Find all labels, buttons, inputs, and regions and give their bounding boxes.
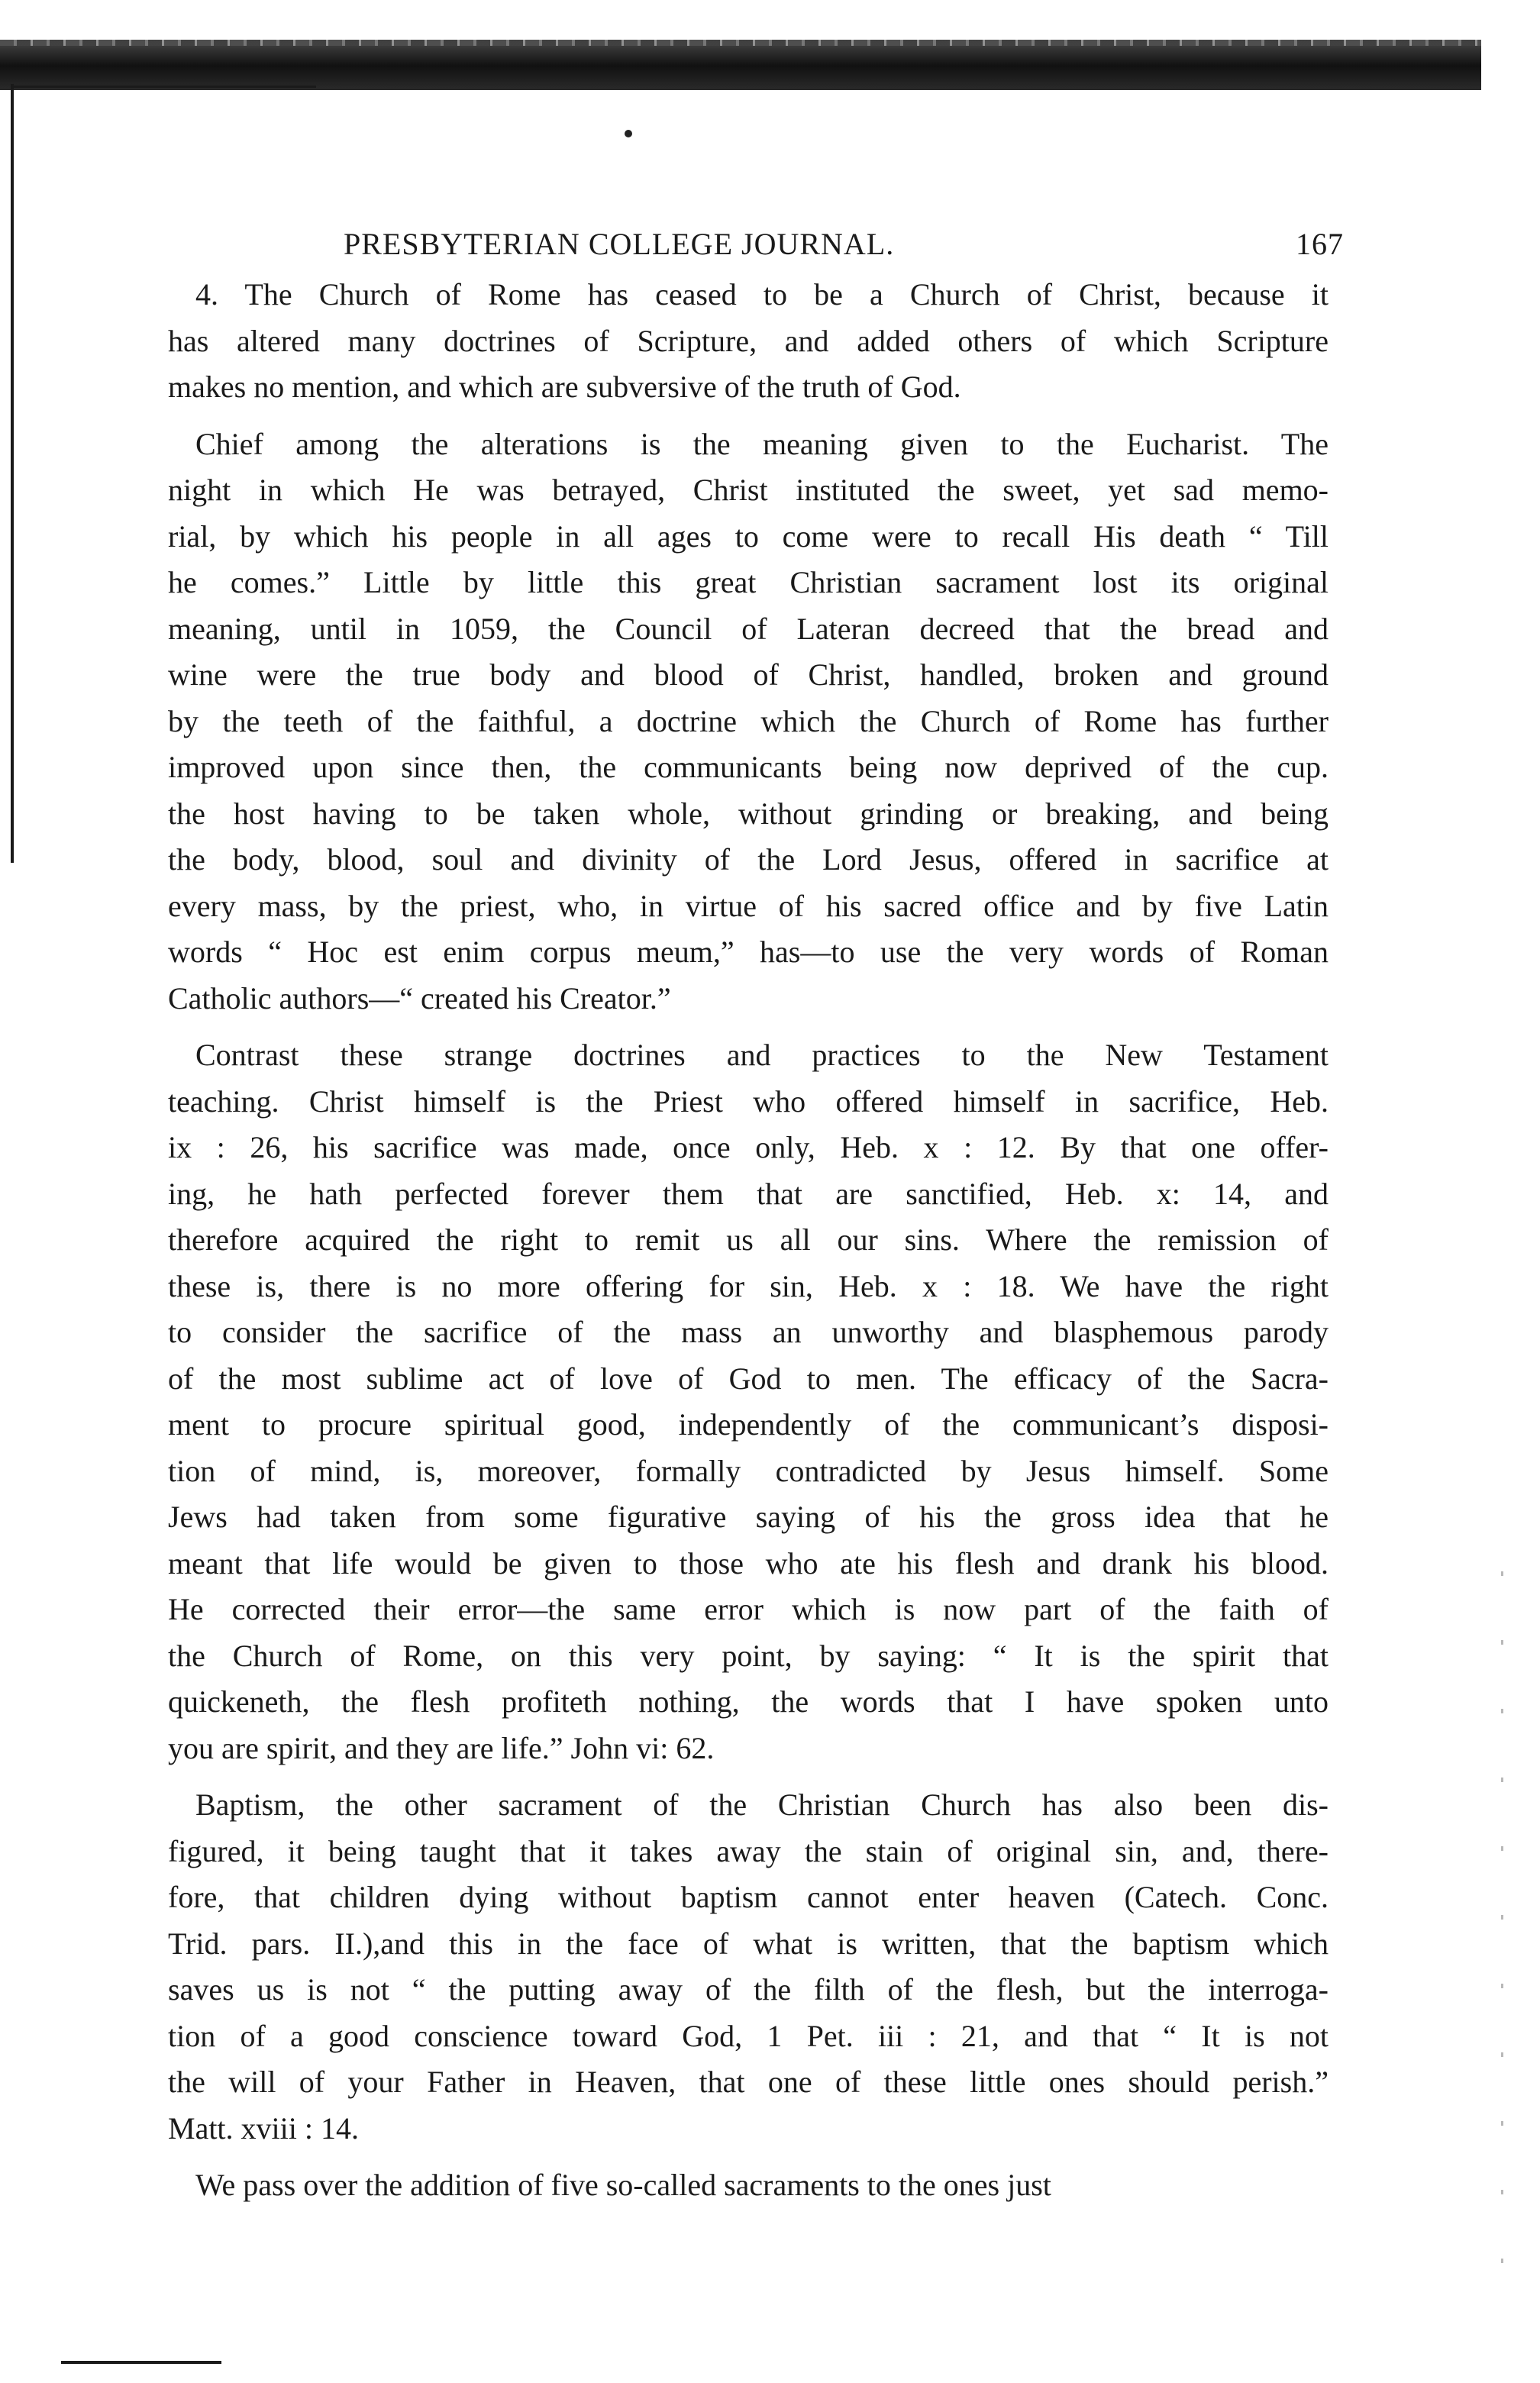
text-line: the body, blood, soul and divinity of the Lord Jesus, offered in sacrifice at: [168, 842, 1329, 877]
text-line: Catholic authors—“ created his Creator.”: [168, 980, 671, 1016]
text-line: he comes.” Little by little this great Christian sacrament lost its original: [168, 565, 1329, 599]
scan-top-rule: [11, 86, 316, 88]
text-line: ing, he hath perfected forever them that are sanctified, Heb. x: 14, and: [168, 1176, 1329, 1211]
text-line: ment to procure spiritual good, independently of the communicant’s disposi-: [168, 1407, 1329, 1442]
text-line: Baptism, the other sacrament of the Christian Church has also been dis-: [195, 1787, 1329, 1822]
running-head: [168, 226, 1344, 272]
text-line: tion of a good conscience toward God, 1 Pet. iii : 21, and that “ It is not: [168, 2018, 1329, 2053]
text-line: the host having to be taken whole, without grinding or breaking, and being: [168, 796, 1329, 831]
text-line: these is, there is no more offering for sin, Heb. x : 18. We have the right: [168, 1268, 1329, 1303]
text-line: night in which He was betrayed, Christ instituted the sweet, yet sad memo-: [168, 473, 1329, 507]
paragraph: [168, 272, 1329, 411]
text-line: of the most sublime act of love of God to men. The efficacy of the Sacra-: [168, 1361, 1329, 1396]
text-line: He corrected their error—the same error which is now part of the faith of: [168, 1592, 1329, 1626]
text-line: 4. The Church of Rome has ceased to be a Church of Christ, because it: [195, 277, 1329, 312]
body-text: [168, 272, 1329, 2209]
text-line: Contrast these strange doctrines and practices to the New Testament: [195, 1038, 1329, 1072]
paragraph: [168, 1782, 1329, 2152]
scan-top-border: [0, 46, 1481, 90]
paragraph: [168, 2162, 1329, 2209]
text-line: to consider the sacrifice of the mass an unworthy and blasphemous parody: [168, 1315, 1329, 1349]
text-line: tion of mind, is, moreover, formally contradicted by Jesus himself. Some: [168, 1453, 1329, 1488]
text-line: improved upon since then, the communicants being now deprived of the cup.: [168, 750, 1329, 784]
text-line: therefore acquired the right to remit us all our sins. Where the remission of: [168, 1222, 1329, 1257]
text-line: saves us is not “ the putting away of the filth of the flesh, but the interroga-: [168, 1972, 1329, 2007]
scan-left-rule: [11, 84, 14, 863]
scan-dot-mark: [625, 130, 632, 137]
paragraph: [168, 1032, 1329, 1771]
text-line: We pass over the addition of five so-called sacraments to the ones just: [195, 2168, 1051, 2202]
scan-bottom-rule: [61, 2361, 221, 2364]
text-line: Chief among the alterations is the meaning given to the Eucharist. The: [195, 426, 1329, 461]
text-line: makes no mention, and which are subversive of the truth of God.: [168, 370, 961, 404]
text-line: the will of your Father in Heaven, that one of these little ones should perish.”: [168, 2065, 1329, 2099]
text-line: has altered many doctrines of Scripture, and added others of which Scripture: [168, 323, 1329, 358]
text-line: teaching. Christ himself is the Priest who offered himself in sacrifice, Heb.: [168, 1083, 1329, 1119]
journal-page: [168, 226, 1344, 2220]
text-line: words “ Hoc est enim corpus meum,” has—to use the very words of Roman: [168, 935, 1329, 969]
text-line: the Church of Rome, on this very point, by saying: “ It is the spirit that: [168, 1638, 1329, 1673]
text-line: by the teeth of the faithful, a doctrine which the Church of Rome has further: [168, 703, 1329, 738]
text-line: quickeneth, the flesh profiteth nothing, the words that I have spoken unto: [168, 1684, 1329, 1719]
page-number: 167: [1296, 227, 1344, 261]
paragraph: [168, 421, 1329, 1022]
text-line: meant that life would be given to those who ate his flesh and drank his blood.: [168, 1545, 1329, 1581]
text-line: fore, that children dying without baptism cannot enter heaven (Catech. Conc.: [168, 1880, 1329, 1914]
text-line: you are spirit, and they are life.” John vi: 62.: [168, 1730, 715, 1765]
text-line: every mass, by the priest, who, in virtue of his sacred office and by five Latin: [168, 888, 1329, 923]
text-line: figured, it being taught that it takes away the stain of original sin, and, there-: [168, 1833, 1329, 1868]
journal-title: PRESBYTERIAN COLLEGE JOURNAL.: [344, 227, 895, 261]
text-line: Jews had taken from some figurative saying of his the gross idea that he: [168, 1500, 1329, 1534]
text-line: rial, by which his people in all ages to come were to recall His death “ Till: [168, 518, 1329, 554]
margin-specks: [1501, 1542, 1503, 2306]
text-line: Trid. pars. II.),and this in the face of what is written, that the baptism which: [168, 1926, 1329, 1961]
text-line: ix : 26, his sacrifice was made, once only, Heb. x : 12. By that one offer-: [168, 1130, 1329, 1164]
text-line: wine were the true body and blood of Christ, handled, broken and ground: [168, 657, 1329, 692]
text-line: Matt. xviii : 14.: [168, 2110, 359, 2146]
text-line: meaning, until in 1059, the Council of Lateran decreed that the bread and: [168, 611, 1329, 646]
